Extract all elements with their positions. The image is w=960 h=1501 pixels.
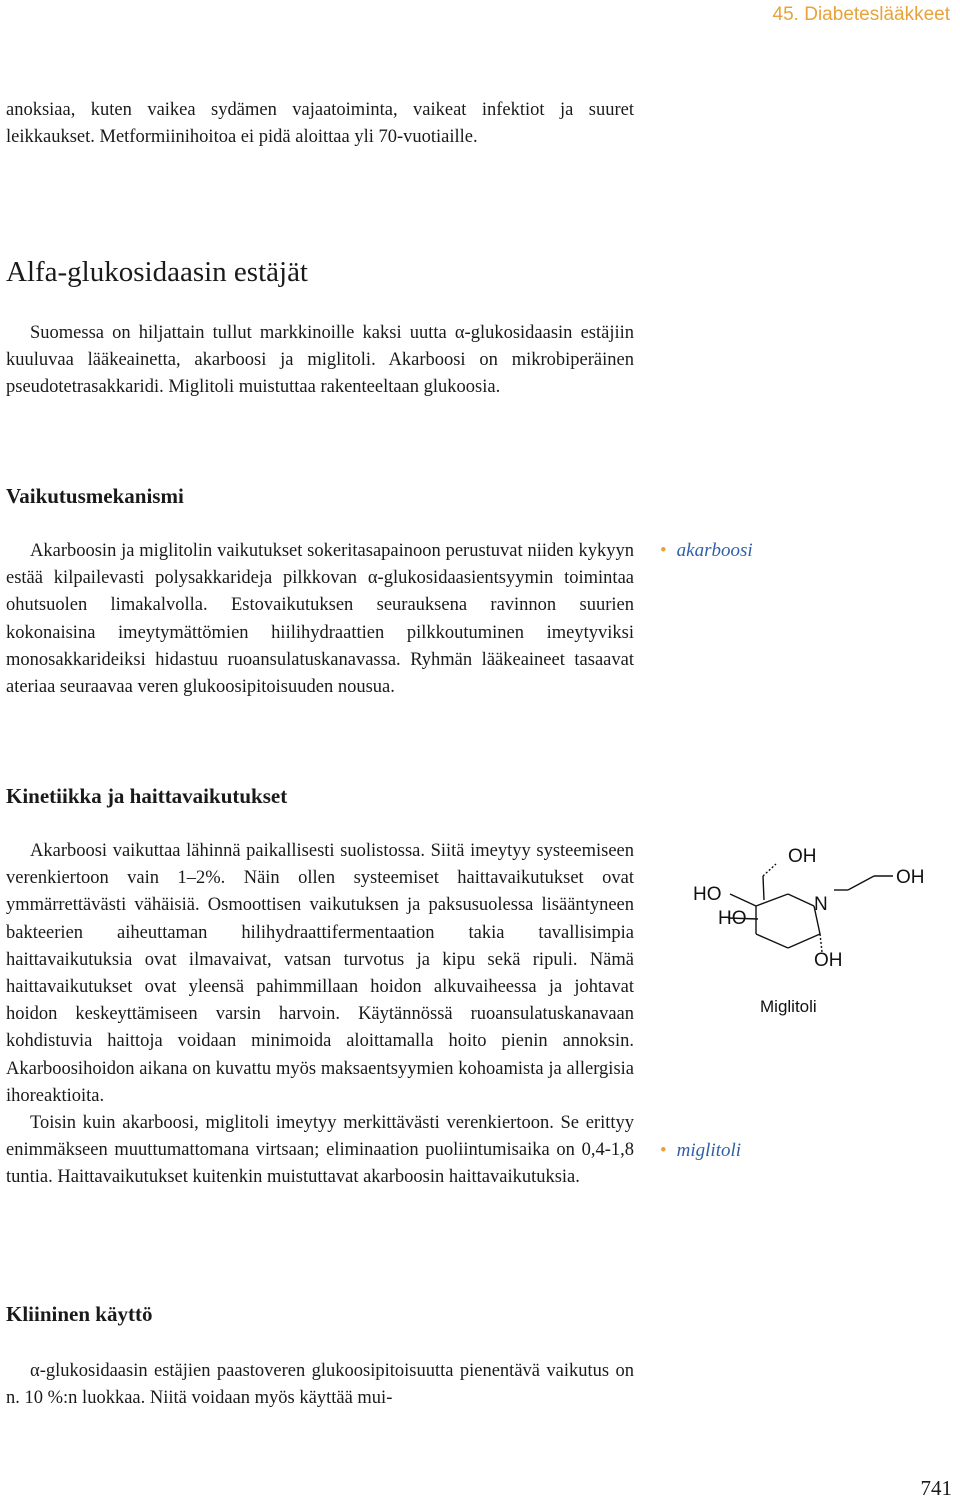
- intro-paragraph: anoksiaa, kuten vaikea sydämen vajaatoiminta, vaikeat infektiot ja suuret leikkaukset. Metformiinihoitoa ei pidä aloittaa yli 70-vuotiaille.: [6, 100, 634, 148]
- section3-block: [6, 838, 634, 1192]
- sidebar-note-label: miglitoli: [676, 1140, 742, 1161]
- sidebar-note-label: akarboosi: [676, 540, 753, 561]
- molecule-bonds: [728, 864, 893, 952]
- ho-left2-label: HO: [718, 908, 747, 929]
- bullet-icon: •: [660, 1140, 667, 1161]
- oh-bottom-label: OH: [814, 950, 843, 971]
- sidebar-note-miglitoli: [660, 1140, 741, 1162]
- section4-block: [6, 1358, 634, 1412]
- chapter-header: 45. Diabeteslääkkeet: [772, 4, 950, 25]
- miglitol-structure-diagram: [688, 838, 938, 1028]
- section-heading-vaikutusmekanismi: Vaikutusmekanismi: [6, 484, 184, 508]
- section3-paragraph-1: Akarboosi vaikuttaa lähinnä paikallisesti suolistossa. Siitä imeytyy systeemiseen verenkiertoon vain 1–2%. Näin ollen systeemiset haittavaikutukset ovat ymmärrettävästi vähäisiä. Osmoottisen vaikutuksen ja paksusuolessa lisääntyneen bakteerien aiheuttaman hilihydraattifermentaation takia tavallisimpia haittavaikutuksia ovat ilmavaivat, vatsan turvotus ja kipu sekä ripuli. Nämä haittavaikutukset ovat yleensä pahimmillaan hoidon alkuvaiheessa ja johtavat hoidon keskeyttämiseen varsin harvoin. Käytännössä ruoansulatuskanavaan kohdistuvia haittoja voidaan minimoida aloittamalla hoito pienin annoksin. Akarboosihoidon aikana on kuvattu myös maksaentsyymien kohoamista ja allergisia ihoreaktioita.: [6, 841, 634, 1106]
- intro-block: [6, 97, 634, 151]
- section2-paragraph: Akarboosin ja miglitolin vaikutukset sokeritasapainoon perustuvat niiden kykyyn estää kilpailevasti polysakkarideja pilkkovan α-glukosidaasientsyymin toimintaa ohutsuolen limakalvolla. Estovaikutuksen seurauksena ravinnon suurien kokonaisina imeytymättömien hiilihydraattien pilkkoutuminen imeytyviksi monosakkarideiksi hidastuu ruoansulatuskanavassa. Ryhmän lääkeaineet tasaavat ateriaa seuraavaa veren glukoosipitoisuuden nousua.: [6, 541, 634, 698]
- section-heading-alfa-glukosidaasi: Alfa-glukosidaasin estäjät: [6, 256, 308, 288]
- section-heading-kliininen-kaytto: Kliininen käyttö: [6, 1302, 153, 1326]
- ho-left1-label: HO: [693, 884, 722, 905]
- sidebar-note-akarboosi: [660, 540, 753, 562]
- oh-top-label: OH: [788, 846, 817, 867]
- section1-paragraph: Suomessa on hiljattain tullut markkinoille kaksi uutta α-glukosidaasin estäjiin kuuluvaa lääkeainetta, akarboosi ja miglitoli. Akarboosi on mikrobiperäinen pseudotetrasakkaridi. Miglitoli muistuttaa rakenteeltaan glukoosia.: [6, 323, 634, 398]
- section4-paragraph: α-glukosidaasin estäjien paastoveren glukoosipitoisuutta pienentävä vaikutus on n. 10 %:n luokkaa. Niitä voidaan myös käyttää mui-: [6, 1361, 634, 1409]
- bullet-icon: •: [660, 540, 667, 561]
- section2-block: [6, 538, 634, 701]
- page-number: 741: [920, 1476, 952, 1500]
- section3-paragraph-2: Toisin kuin akarboosi, miglitoli imeytyy merkittävästi verenkiertoon. Se erittyy enimmäkseen muuttumattomana virtsaan; eliminaation puoliintumisaika on 0,4-1,8 tuntia. Haittavaikutukset kuitenkin muistuttavat akarboosin haittavaikutuksia.: [6, 1113, 634, 1188]
- section1-block: [6, 320, 634, 402]
- section-heading-kinetiikka: Kinetiikka ja haittavaikutukset: [6, 784, 288, 808]
- oh-right-label: OH: [896, 867, 925, 888]
- nitrogen-label: N: [814, 894, 828, 915]
- molecule-caption: Miglitoli: [760, 997, 817, 1016]
